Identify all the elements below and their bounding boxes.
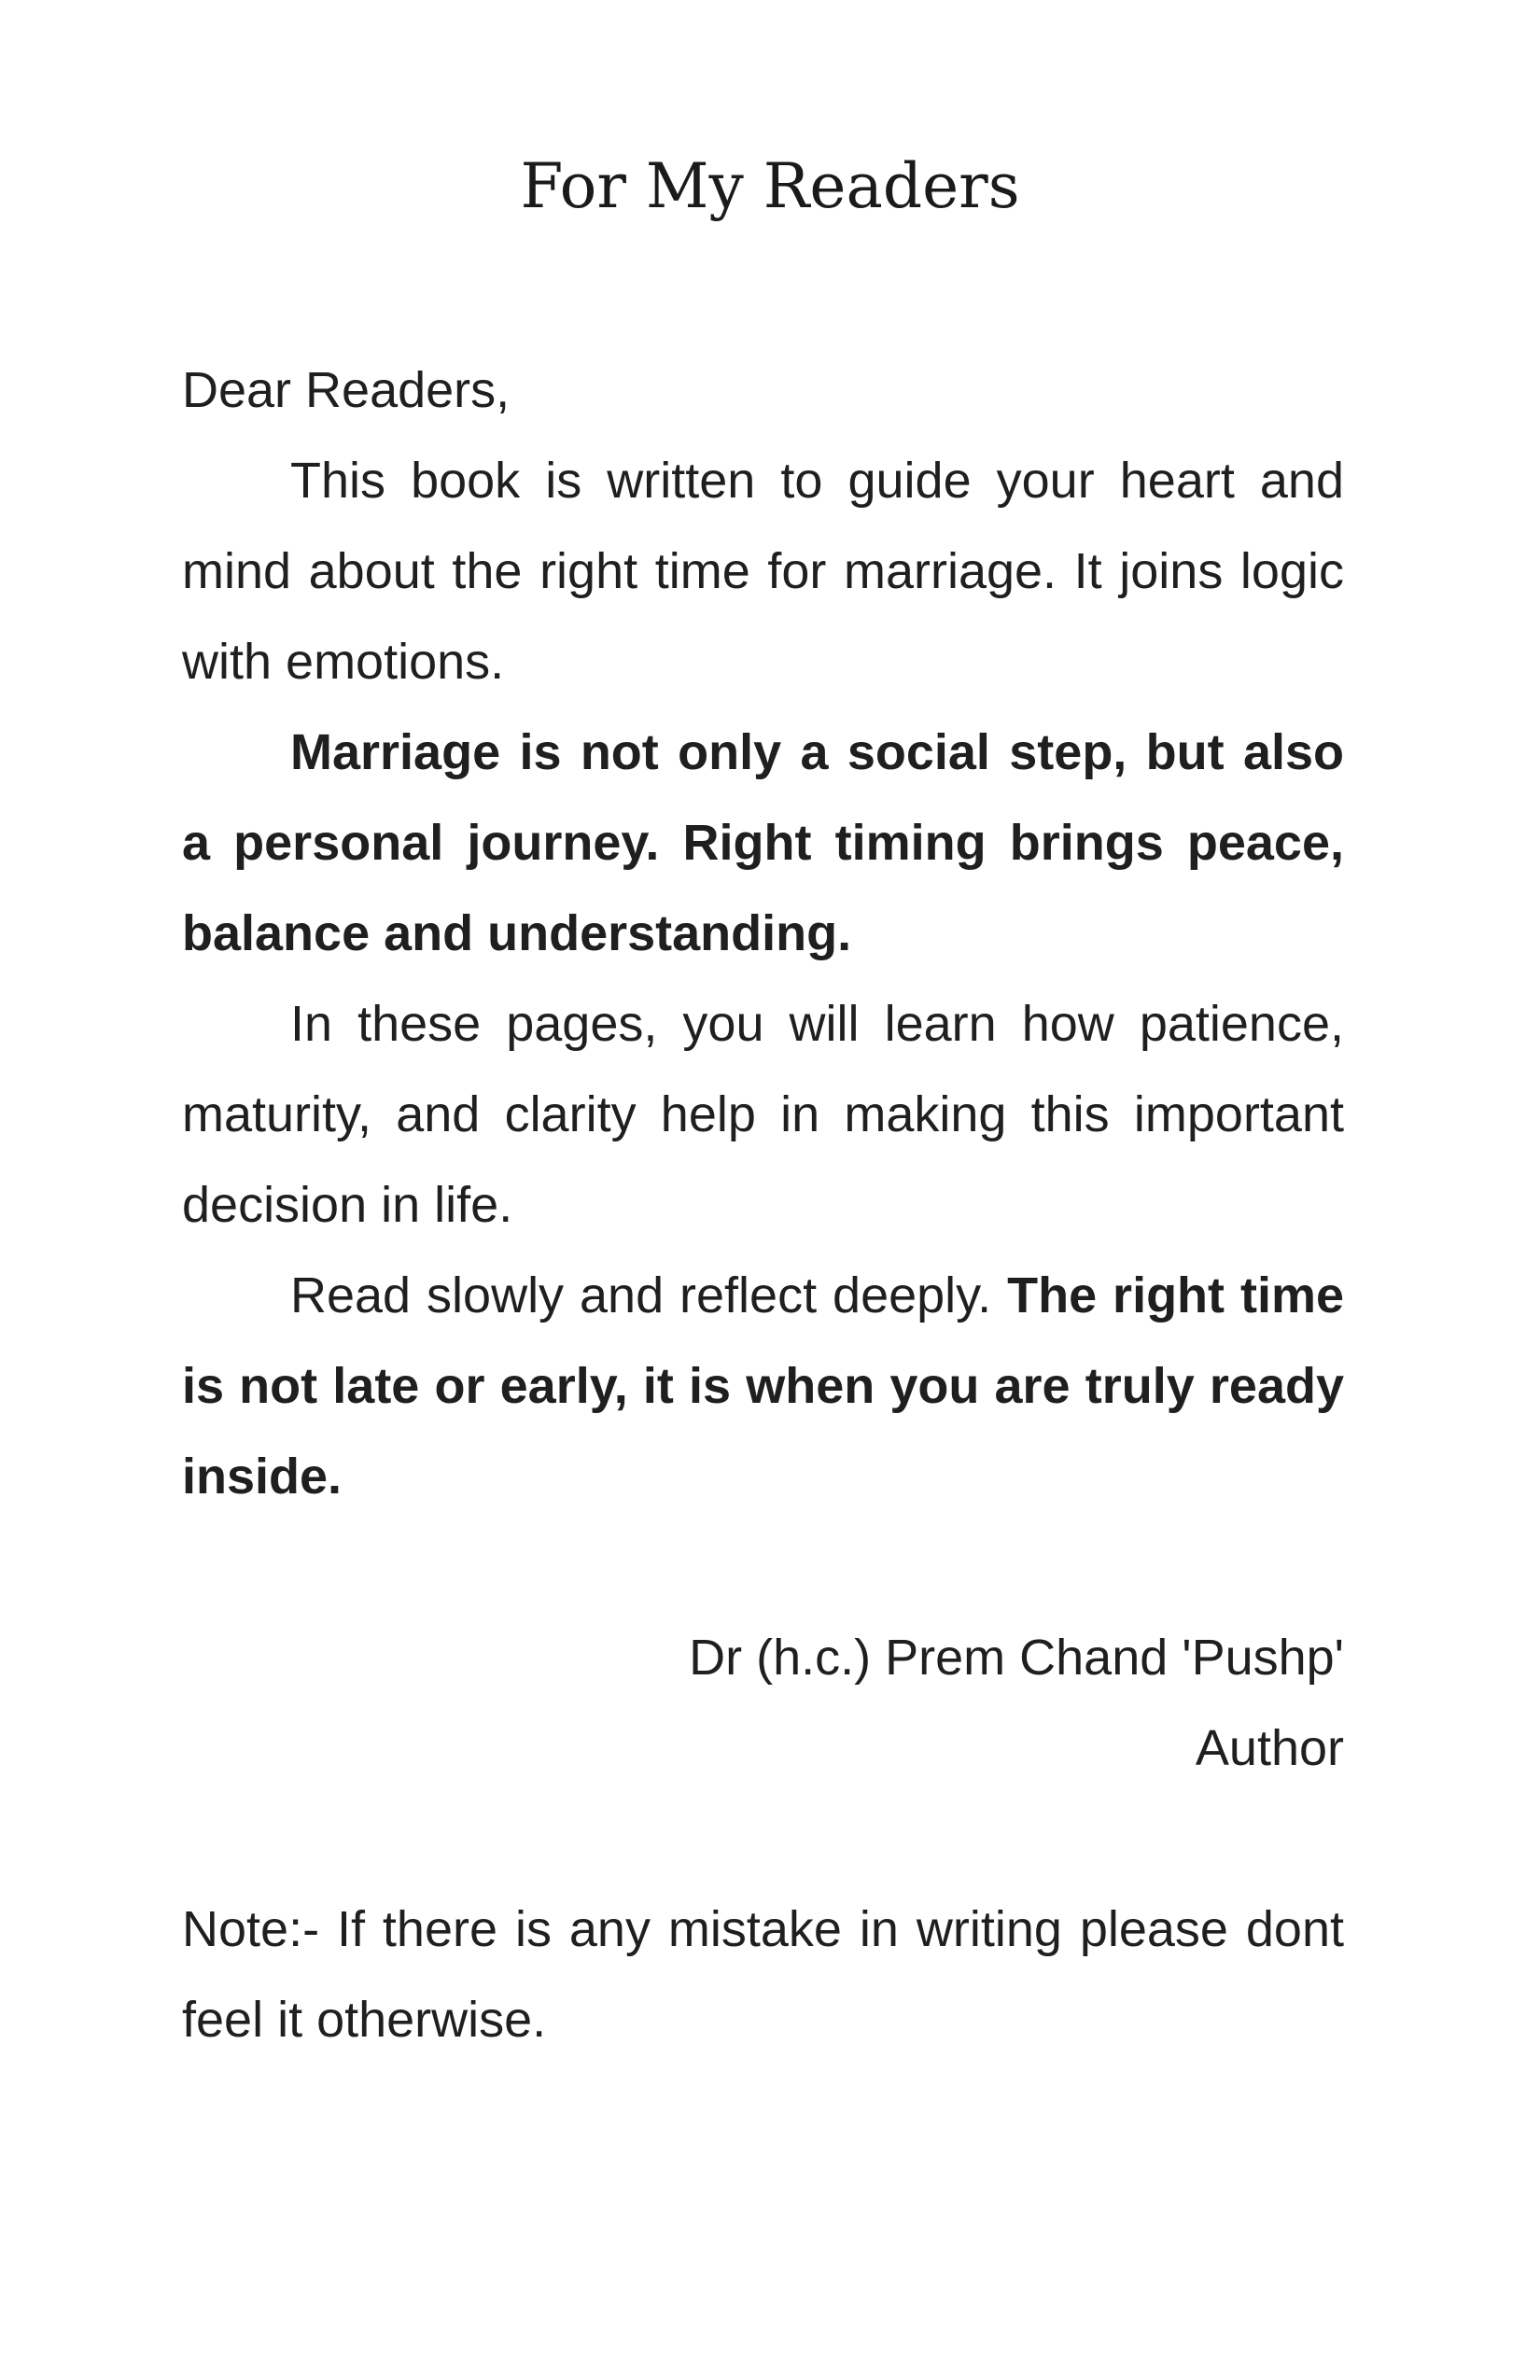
page-title: For My Readers [520, 150, 1020, 222]
paragraph-reflect-regular: Read slowly and reflect deeply. [290, 1267, 1008, 1323]
paragraph-intro: This book is written to guide your heart and mind about the right time for marriage. It joins logic with emotions. [182, 453, 1344, 690]
paragraph-patience: In these pages, you will learn how patience, maturity, and clarity help in making this important decision in life. [182, 996, 1344, 1233]
author-note: Note:- If there is any mistake in writing please dont feel it otherwise. [182, 1901, 1344, 2048]
author-role: Author [1195, 1720, 1344, 1776]
paragraph-marriage-journey: Marriage is not only a social step, but also a personal journey. Right timing brings peace, balance and understanding. [182, 724, 1344, 961]
letter-body [182, 345, 1344, 2065]
salutation: Dear Readers, [182, 362, 511, 418]
paragraph-reflect [182, 1251, 1344, 1522]
signature-block [182, 1613, 1344, 1794]
paragraph-reflect-bold: The right time is not late or early, it is when you are truly ready inside. [182, 1267, 1345, 1505]
author-name: Dr (h.c.) Prem Chand 'Pushp' [689, 1630, 1344, 1686]
